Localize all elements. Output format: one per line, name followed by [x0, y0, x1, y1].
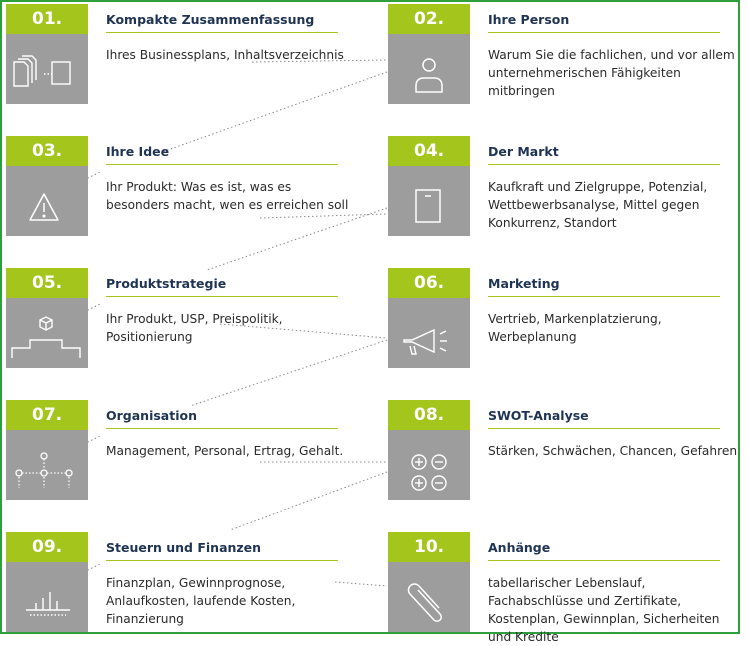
- item-description: Finanzplan, Gewinnprognose, Anlaufkosten, laufende Kosten, Finanzierung: [106, 576, 296, 626]
- cube-podium-icon: [6, 298, 88, 368]
- item-03: [6, 136, 366, 242]
- bar-chart-icon: [6, 562, 88, 632]
- item-description: Ihres Businessplans, Inhaltsverzeichnis: [106, 48, 344, 62]
- item-description: Vertrieb, Markenplatzierung, Werbeplanung: [488, 312, 662, 344]
- item-title: Der Markt: [488, 144, 720, 165]
- item-title: Ihre Person: [488, 12, 720, 33]
- item-description: Ihr Produkt, USP, Preispolitik, Positionierung: [106, 312, 283, 344]
- item-05: [6, 268, 366, 374]
- item-09: [6, 532, 366, 638]
- item-title: Produktstrategie: [106, 276, 338, 297]
- item-number: 06.: [388, 268, 470, 298]
- item-description: Warum Sie die fachlichen, und vor allem unternehmerischen Fähigkeiten mitbringen: [488, 48, 735, 98]
- item-04: [388, 136, 748, 242]
- item-number: 10.: [388, 532, 470, 562]
- item-title: SWOT-Analyse: [488, 408, 720, 429]
- item-number: 05.: [6, 268, 88, 298]
- item-title: Ihre Idee: [106, 144, 338, 165]
- item-title: Kompakte Zusammenfassung: [106, 12, 338, 33]
- documents-icon: [6, 34, 88, 104]
- item-title: Organisation: [106, 408, 338, 429]
- item-description: Management, Personal, Ertrag, Gehalt.: [106, 444, 344, 458]
- item-08: [388, 400, 748, 506]
- paperclip-icon: [388, 562, 470, 632]
- item-title: Anhänge: [488, 540, 720, 561]
- item-06: [388, 268, 748, 374]
- item-description: Stärken, Schwächen, Chancen, Gefahren: [488, 444, 738, 458]
- person-icon: [388, 34, 470, 104]
- item-title: Marketing: [488, 276, 720, 297]
- box-icon: [388, 166, 470, 236]
- item-description: Kaufkraft und Zielgruppe, Potenzial, Wettbewerbsanalyse, Mittel gegen Konkurrenz, Standort: [488, 180, 708, 230]
- item-number: 07.: [6, 400, 88, 430]
- org-chart-icon: [6, 430, 88, 500]
- item-10: [388, 532, 748, 644]
- item-02: [388, 4, 748, 110]
- item-number: 04.: [388, 136, 470, 166]
- item-title: Steuern und Finanzen: [106, 540, 338, 561]
- plus-minus-icon: [388, 430, 470, 500]
- megaphone-icon: [388, 298, 470, 368]
- item-number: 03.: [6, 136, 88, 166]
- item-number: 02.: [388, 4, 470, 34]
- item-number: 09.: [6, 532, 88, 562]
- item-description: tabellarischer Lebenslauf, Fachabschlüsse und Zertifikate, Kostenplan, Gewinnplan, Sicherheiten und Kredite: [488, 576, 720, 644]
- item-07: [6, 400, 366, 506]
- item-number: 01.: [6, 4, 88, 34]
- item-01: [6, 4, 366, 110]
- item-description: Ihr Produkt: Was es ist, was es besonders macht, wen es erreichen soll: [106, 180, 349, 212]
- item-number: 08.: [388, 400, 470, 430]
- warning-triangle-icon: [6, 166, 88, 236]
